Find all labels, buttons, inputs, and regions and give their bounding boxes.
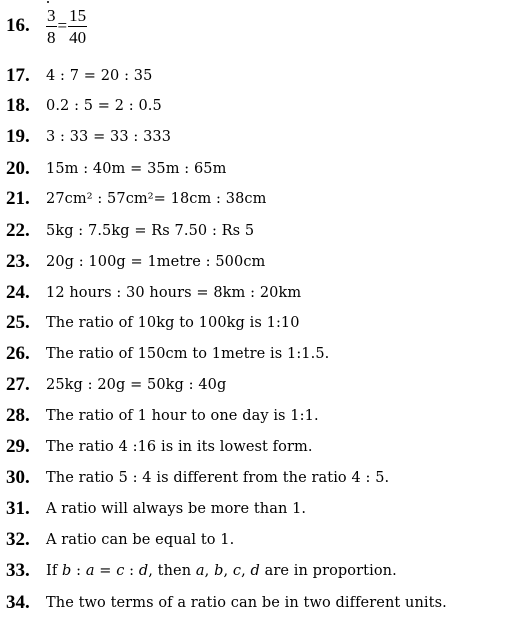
- question-number: 24.: [6, 282, 30, 303]
- question-number: 31.: [6, 498, 30, 519]
- question-25: [6, 308, 300, 338]
- question-16: [6, 4, 87, 48]
- question-number: 32.: [6, 529, 30, 550]
- question-number: 33.: [6, 560, 30, 581]
- question-22: [6, 216, 254, 246]
- question-number: 16.: [6, 15, 30, 36]
- fraction-right: [68, 6, 87, 47]
- question-26: [6, 339, 329, 369]
- question-text: 5kg : 7.5kg = Rs 7.50 : Rs 5: [46, 223, 255, 239]
- question-number: 27.: [6, 374, 30, 395]
- question-text: A ratio will always be more than 1.: [46, 501, 307, 517]
- question-text: 3 : 33 = 33 : 333: [46, 129, 172, 145]
- question-text: The two terms of a ratio can be in two different units.: [46, 595, 447, 611]
- question-text: 0.2 : 5 = 2 : 0.5: [46, 98, 162, 114]
- question-number: 23.: [6, 251, 30, 272]
- question-27: [6, 370, 226, 400]
- question-17: [6, 61, 152, 91]
- question-23: [6, 247, 265, 277]
- question-30: [6, 463, 389, 493]
- question-33: [6, 556, 397, 586]
- question-text: The ratio of 1 hour to one day is 1:1.: [46, 408, 319, 424]
- question-number: 26.: [6, 343, 30, 364]
- question-text: 25kg : 20g = 50kg : 40g: [46, 377, 227, 393]
- fraction-right-numerator: 15: [69, 5, 87, 25]
- question-number: 25.: [6, 312, 30, 333]
- question-number: 18.: [6, 95, 30, 116]
- question-28: [6, 401, 319, 431]
- question-text: 12 hours : 30 hours = 8km : 20km: [46, 285, 302, 301]
- question-number: 28.: [6, 405, 30, 426]
- question-19: [6, 122, 171, 152]
- question-29: [6, 432, 313, 462]
- stray-dot: [47, 1, 49, 3]
- question-number: 21.: [6, 188, 30, 209]
- question-32: [6, 525, 234, 555]
- fraction-left-denominator: 8: [47, 27, 56, 47]
- question-text: A ratio can be equal to 1.: [46, 532, 235, 548]
- question-number: 30.: [6, 467, 30, 488]
- equals-sign: =: [57, 16, 68, 35]
- question-text: 27cm² : 57cm²= 18cm : 38cm: [46, 191, 267, 207]
- question-31: [6, 494, 306, 524]
- question-18: [6, 91, 162, 121]
- question-number: 17.: [6, 65, 30, 86]
- question-text: The ratio of 10kg to 100kg is 1:10: [46, 315, 300, 331]
- question-number: 19.: [6, 126, 30, 147]
- question-text: 4 : 7 = 20 : 35: [46, 68, 153, 84]
- question-text: The ratio 4 :16 is in its lowest form.: [46, 439, 313, 455]
- fraction-left-numerator: 3: [47, 5, 56, 25]
- question-text: The ratio 5 : 4 is different from the ratio 4 : 5.: [46, 470, 390, 486]
- question-text: 15m : 40m = 35m : 65m: [46, 161, 227, 177]
- question-number: 34.: [6, 592, 30, 613]
- question-text: If b : a = c : d, then a, b, c, d are in proportion.: [46, 563, 397, 579]
- question-text: 20g : 100g = 1metre : 500cm: [46, 254, 266, 270]
- question-21: [6, 184, 266, 214]
- question-text: The ratio of 150cm to 1metre is 1:1.5.: [46, 346, 330, 362]
- fraction-left: [46, 6, 57, 47]
- question-number: 20.: [6, 158, 30, 179]
- fraction-right-denominator: 40: [69, 27, 87, 47]
- question-24: [6, 278, 301, 308]
- question-20: [6, 154, 226, 184]
- question-number: 29.: [6, 436, 30, 457]
- question-number: 22.: [6, 220, 30, 241]
- question-34: [6, 588, 447, 618]
